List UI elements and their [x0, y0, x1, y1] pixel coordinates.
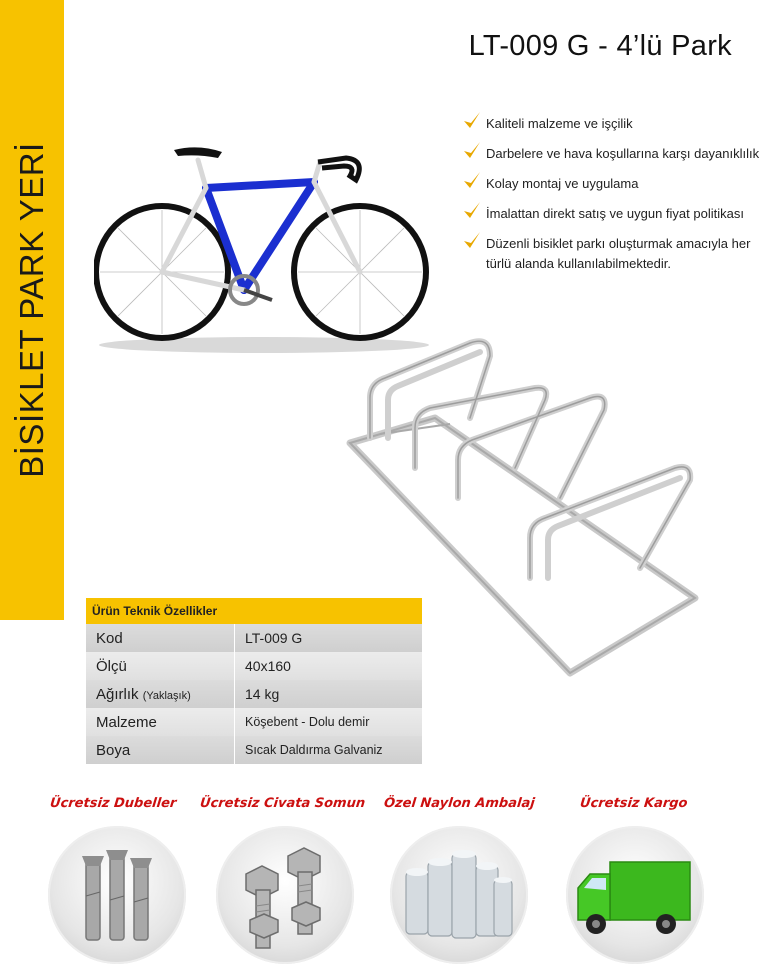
extra-circle-civata	[216, 826, 354, 964]
extra-label-civata: Ücretsiz Civata Somun	[199, 796, 366, 811]
extra-label-dubeller: Ücretsiz Dubeller	[49, 796, 178, 811]
check-icon	[462, 110, 482, 132]
feature-text: Düzenli bisiklet parkı oluşturmak amacıyla her türlü alanda kullanılabilmektedir.	[486, 236, 751, 271]
extra-circle-kargo	[566, 826, 704, 964]
check-icon	[462, 170, 482, 192]
table-row	[86, 708, 422, 736]
bicycle-image	[94, 140, 434, 355]
nylon-rolls-icon	[390, 826, 528, 964]
extra-circle-dubeller	[48, 826, 186, 964]
spec-label: Ölçü	[86, 652, 235, 680]
spec-label-cell	[86, 680, 235, 708]
table-row	[86, 680, 422, 708]
extra-circle-ambalaj	[390, 826, 528, 964]
table-row	[86, 736, 422, 764]
anchor-bolts-icon	[48, 826, 186, 964]
feature-text: Kolay montaj ve uygulama	[486, 176, 639, 191]
check-icon	[462, 200, 482, 222]
extra-label-ambalaj: Özel Naylon Ambalaj	[383, 796, 536, 811]
bolt-nut-icon	[216, 826, 354, 964]
spec-label: Ağırlık	[96, 685, 139, 703]
page-title: LT-009 G - 4’lü Park	[468, 30, 732, 62]
spec-value: 40x160	[235, 652, 423, 680]
spec-value: Sıcak Daldırma Galvaniz	[235, 736, 423, 764]
feature-item	[462, 114, 768, 134]
feature-item	[462, 204, 768, 224]
spec-heading: Ürün Teknik Özellikler	[86, 598, 422, 624]
feature-text: Kaliteli malzeme ve işçilik	[486, 116, 633, 131]
spec-label: Boya	[86, 736, 235, 764]
feature-list	[462, 114, 768, 284]
feature-text: Darbelere ve hava koşullarına karşı dayanıklılık	[486, 146, 760, 161]
side-title: BİSİKLET PARK YERİ	[13, 142, 50, 478]
side-bar	[0, 0, 64, 620]
feature-item	[462, 234, 768, 274]
table-row	[86, 652, 422, 680]
feature-text: İmalattan direkt satış ve uygun fiyat politikası	[486, 206, 744, 221]
extra-label-kargo: Ücretsiz Kargo	[579, 796, 689, 811]
spec-label: Malzeme	[86, 708, 235, 736]
spec-label-note: (Yaklaşık)	[142, 689, 191, 702]
spec-value: 14 kg	[235, 680, 423, 708]
spec-label: Kod	[86, 624, 235, 652]
check-icon	[462, 140, 482, 162]
delivery-truck-icon	[566, 826, 704, 964]
feature-item	[462, 144, 768, 164]
spec-table	[86, 598, 422, 764]
check-icon	[462, 230, 482, 252]
feature-item	[462, 174, 768, 194]
spec-value: Köşebent - Dolu demir	[235, 708, 423, 736]
spec-value: LT-009 G	[235, 624, 423, 652]
table-row	[86, 624, 422, 652]
